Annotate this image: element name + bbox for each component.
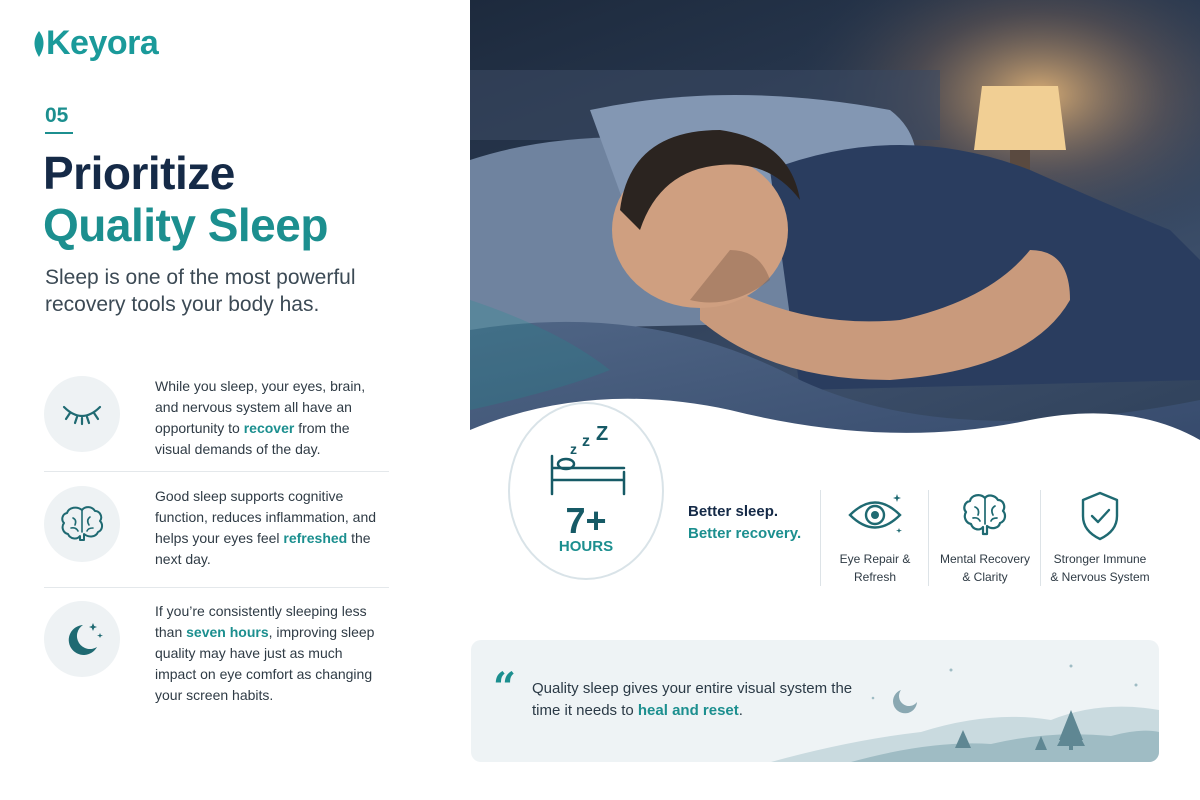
- hours-label: HOURS: [558, 538, 614, 555]
- hero-image-sleeping-man: [470, 0, 1200, 470]
- page-title-line1: Prioritize: [43, 147, 235, 199]
- zzz-icon: z: [570, 441, 577, 457]
- lede-text: Sleep is one of the most powerful recovery tools your body has.: [45, 266, 356, 316]
- point-text: If you’re consistently sleeping less than seven hours, improving sleep quality may have just as much impact on eye comfort as changing your screen habits.: [155, 603, 375, 703]
- shield-check-icon: [1078, 490, 1122, 542]
- benefit-divider: [820, 490, 821, 586]
- bed-icon: [510, 404, 666, 500]
- benefit-label: Mental Recovery & Clarity: [939, 552, 1031, 584]
- point-icon-circle: [44, 601, 120, 677]
- quote-card: [471, 640, 1159, 762]
- svg-text:z: z: [582, 433, 590, 450]
- benefit-label: Stronger Immune & Nervous System: [1050, 552, 1150, 584]
- benefit-divider: [1040, 490, 1041, 586]
- sleep-hours-badge: [508, 402, 664, 580]
- benefit-eye-repair: [826, 490, 924, 590]
- benefit-immune-system: [1044, 490, 1156, 590]
- tagline-line1: Better sleep.: [688, 503, 779, 520]
- quote-text: Quality sleep gives your entire visual system the time it needs to heal and reset.: [532, 680, 853, 719]
- hours-value: 7+: [565, 500, 607, 541]
- point-text: Good sleep supports cognitive function, reduces inflammation, and helps your eyes feel refreshed the next day.: [155, 488, 377, 567]
- tagline-line2: Better recovery.: [688, 525, 802, 542]
- benefit-label: Eye Repair & Refresh: [839, 552, 911, 584]
- point-icon-circle: [44, 376, 120, 452]
- divider: [44, 587, 389, 588]
- eye-icon: [845, 490, 905, 540]
- left-panel: [0, 0, 470, 800]
- brand-name: Keyora: [46, 24, 159, 62]
- benefit-divider: [928, 490, 929, 586]
- step-number: 05: [45, 104, 69, 127]
- hero-illustration: [470, 0, 1200, 470]
- closed-eye-icon: [60, 399, 104, 429]
- brain-icon: [959, 490, 1011, 540]
- svg-text:Z: Z: [596, 423, 609, 445]
- moon-icon: [893, 690, 917, 713]
- step-underline: [45, 132, 73, 134]
- point-icon-circle: [44, 486, 120, 562]
- brand-logo: [30, 24, 158, 63]
- moon-stars-icon: [59, 617, 105, 661]
- page-title-line2: Quality Sleep: [43, 199, 328, 251]
- brain-icon: [59, 504, 105, 544]
- quote-mark-icon: “: [493, 664, 517, 711]
- divider: [44, 471, 389, 472]
- point-text: While you sleep, your eyes, brain, and nervous system all have an opportunity to recover from the visual demands of the day.: [155, 378, 366, 457]
- benefit-mental-recovery: [932, 490, 1038, 590]
